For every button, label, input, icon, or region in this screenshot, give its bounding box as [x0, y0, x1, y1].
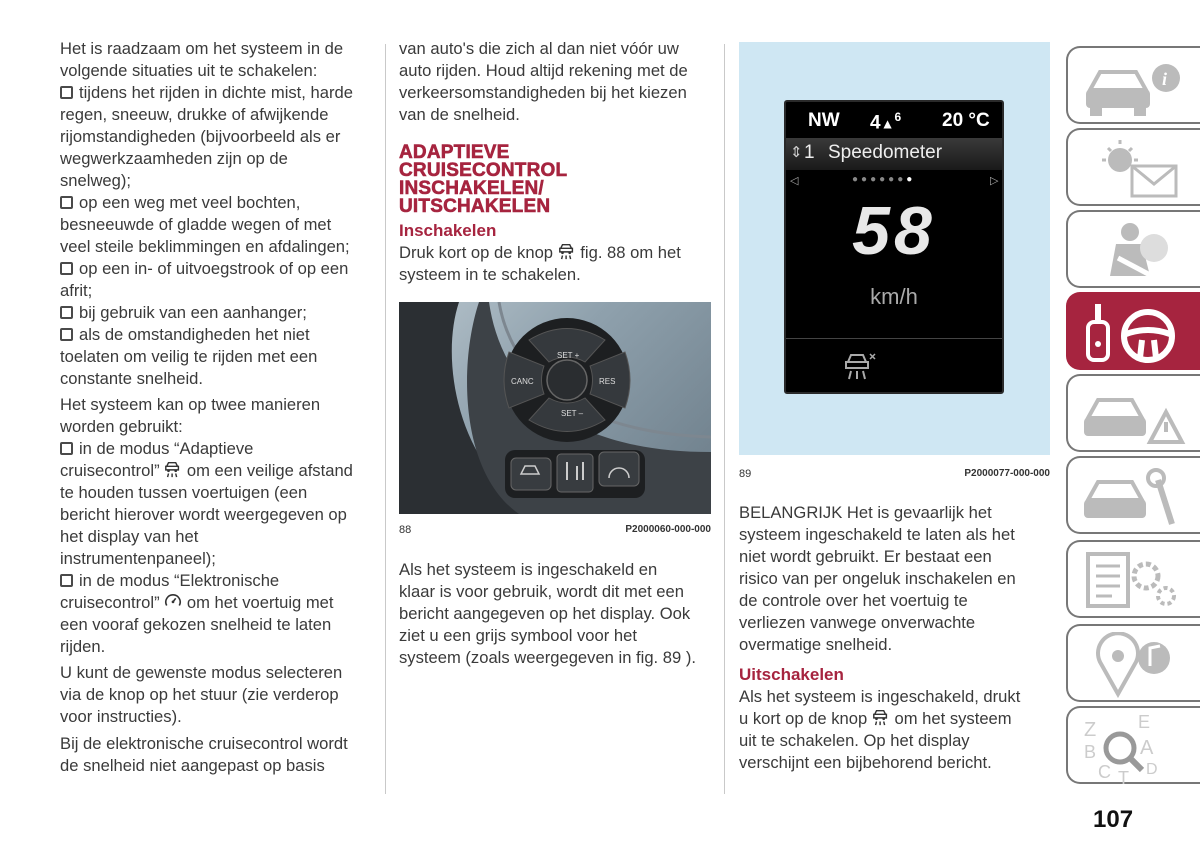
- list-item: in de modus “Adaptieve cruisecontrol” om een veilige afstand te houden tussen voertuigen (een bericht hierover wordt weergegeven op het display van het instrumentenpaneel);: [60, 439, 353, 568]
- list-item: tijdens het rijden in dichte mist, harde regen, sneeuw, drukke of afwijkende rijomstandigheden (bijvoorbeeld als er wegwerkzaamheden zijn op de snelweg);: [60, 83, 353, 190]
- figure-88-caption: 88 P2000060-000-000: [399, 524, 711, 536]
- index-letter: Z: [1084, 719, 1097, 741]
- modes-intro: Het systeem kan op twee manieren worden gebruikt:: [60, 395, 321, 436]
- list-item: als de omstandigheden het niet toelaten om veilig te rijden met een constante snelheid.: [60, 325, 318, 388]
- checkbox-bullet-icon: [60, 328, 73, 341]
- index-letter: T: [1118, 768, 1129, 786]
- tab-starting-driving[interactable]: [1066, 292, 1200, 370]
- menu-bar: [786, 138, 1002, 170]
- service-icon: [1080, 464, 1190, 530]
- column-divider: [724, 44, 725, 794]
- breakdown-icon: [1080, 382, 1190, 448]
- set-minus-label: SET –: [561, 409, 584, 418]
- gear-up-icon: ▲: [880, 115, 895, 132]
- continuation-text: van auto's die zich al dan niet vóór uw auto rijden. Houd altijd rekening met de verkeersomstandigheden bij het kiezen van de snelheid.: [399, 39, 688, 124]
- checkbox-bullet-icon: [60, 262, 73, 275]
- speed-unit: km/h: [870, 284, 918, 309]
- list-item: in de modus “Elektronische cruisecontrol” om het voertuig met een vooraf gekozen snelheid te laten rijden.: [60, 571, 334, 656]
- steering-wheel-illustration: [399, 302, 711, 514]
- display-divider: [786, 338, 1002, 339]
- page-number: 107: [1093, 806, 1134, 833]
- deactivate-text: Als het systeem is ingeschakeld, drukt u kort op de knop om het systeem uit te schakelen. Op het display verschijnt een bijbehorend bericht.: [739, 687, 1021, 772]
- checkbox-bullet-icon: [60, 574, 73, 587]
- speed-text: Bij de elektronische cruisecontrol wordt de snelheid niet aangepast op basis: [60, 734, 348, 775]
- tab-maintenance[interactable]: [1066, 456, 1200, 534]
- tab-emergency[interactable]: [1066, 374, 1200, 452]
- adaptive-cruise-icon: [164, 460, 182, 478]
- column-3: [739, 502, 1051, 779]
- subheading-uitschakelen: Uitschakelen: [739, 665, 844, 684]
- left-arrow-icon: ◁: [790, 175, 799, 187]
- canc-label: CANC: [511, 377, 534, 386]
- index-letter: A: [1140, 737, 1154, 759]
- figure-89-caption: 89 P2000077-000-000: [739, 468, 1050, 480]
- index-icon: [1080, 714, 1190, 786]
- gear-indicator: 4▲$^6$: [870, 110, 902, 134]
- select-text: U kunt de gewenste modus selecteren via de knop op het stuur (zie verderop voor instructies).: [60, 663, 343, 726]
- checkbox-bullet-icon: [60, 196, 73, 209]
- tab-index[interactable]: [1066, 706, 1200, 784]
- multimedia-icon: [1080, 632, 1190, 698]
- adaptive-cruise-status-icon: [842, 350, 878, 382]
- tab-warning-lights[interactable]: [1066, 128, 1200, 206]
- section-heading: ADAPTIEVE CRUISECONTROL INSCHAKELEN/ UITSCHAKELEN: [399, 142, 568, 217]
- menu-title: Speedometer: [828, 142, 943, 163]
- tab-multimedia[interactable]: [1066, 624, 1200, 702]
- warning-lights-icon: [1080, 136, 1190, 202]
- res-label: RES: [599, 377, 616, 386]
- key-steering-icon: [1080, 300, 1190, 366]
- technical-data-icon: [1080, 548, 1190, 614]
- after-figure-text: Als het systeem is ingeschakeld en klaar is voor gebruik, wordt dit met een bericht aangegeven op het display. Ook ziet u een grijs symbool voor het systeem (zoals weergegeven in fig. 89 ).: [399, 560, 696, 667]
- right-arrow-icon: ▷: [990, 175, 999, 187]
- adaptive-cruise-icon: [872, 708, 890, 726]
- up-down-arrows-icon: ⇕: [790, 144, 803, 161]
- index-letter: C: [1098, 762, 1111, 782]
- adaptive-cruise-icon: [558, 242, 576, 260]
- column-2: [399, 38, 711, 291]
- speed-value: 58: [852, 193, 936, 269]
- svg-text:i: i: [1162, 69, 1168, 89]
- index-letter: B: [1084, 742, 1097, 762]
- outside-temperature: 20 °C: [942, 110, 990, 131]
- list-item: op een weg met veel bochten, besneeuwde of gladde wegen of met veel steile beklimmingen en afdalingen;: [60, 193, 350, 256]
- figure-88-steering-controls: [399, 302, 711, 514]
- important-note: BELANGRIJK Het is gevaarlijk het systeem ingeschakeld te laten als het niet wordt gebruikt. Er bestaat een risico van per ongeluk inschakelen en de controle over het voertuig te verliezen vanwege onverwachte overmatige snelheid.: [739, 503, 1016, 654]
- index-letter: D: [1146, 761, 1158, 778]
- set-plus-label: SET +: [557, 351, 580, 360]
- figure-89-display: [739, 42, 1050, 455]
- intro-text: Het is raadzaam om het systeem in de volgende situaties uit te schakelen:: [60, 39, 344, 80]
- airbag-icon: [1080, 218, 1190, 284]
- bullet-list: [60, 82, 372, 390]
- menu-number: 1: [804, 142, 815, 163]
- car-info-icon: [1080, 54, 1190, 120]
- tab-technical-data[interactable]: [1066, 540, 1200, 618]
- index-letter: E: [1138, 714, 1151, 732]
- checkbox-bullet-icon: [60, 306, 73, 319]
- column-divider: [385, 44, 386, 794]
- list-item: op een in- of uitvoegstrook of op een afrit;: [60, 259, 349, 300]
- instrument-display: [784, 100, 1004, 394]
- subheading-inschakelen: Inschakelen: [399, 221, 497, 240]
- compass-heading: NW: [808, 110, 840, 131]
- activate-text: Druk kort op de knop fig. 88 om het systeem in te schakelen.: [399, 243, 681, 284]
- tab-safety[interactable]: [1066, 210, 1200, 288]
- speedometer-cruise-icon: [164, 592, 182, 610]
- checkbox-bullet-icon: [60, 86, 73, 99]
- tab-car-info[interactable]: [1066, 46, 1200, 124]
- list-item: bij gebruik van een aanhanger;: [60, 302, 372, 324]
- lower-button-row: [505, 450, 645, 498]
- column-1: [60, 38, 372, 782]
- page-dots: ●●●●●●●: [852, 174, 916, 185]
- checkbox-bullet-icon: [60, 442, 73, 455]
